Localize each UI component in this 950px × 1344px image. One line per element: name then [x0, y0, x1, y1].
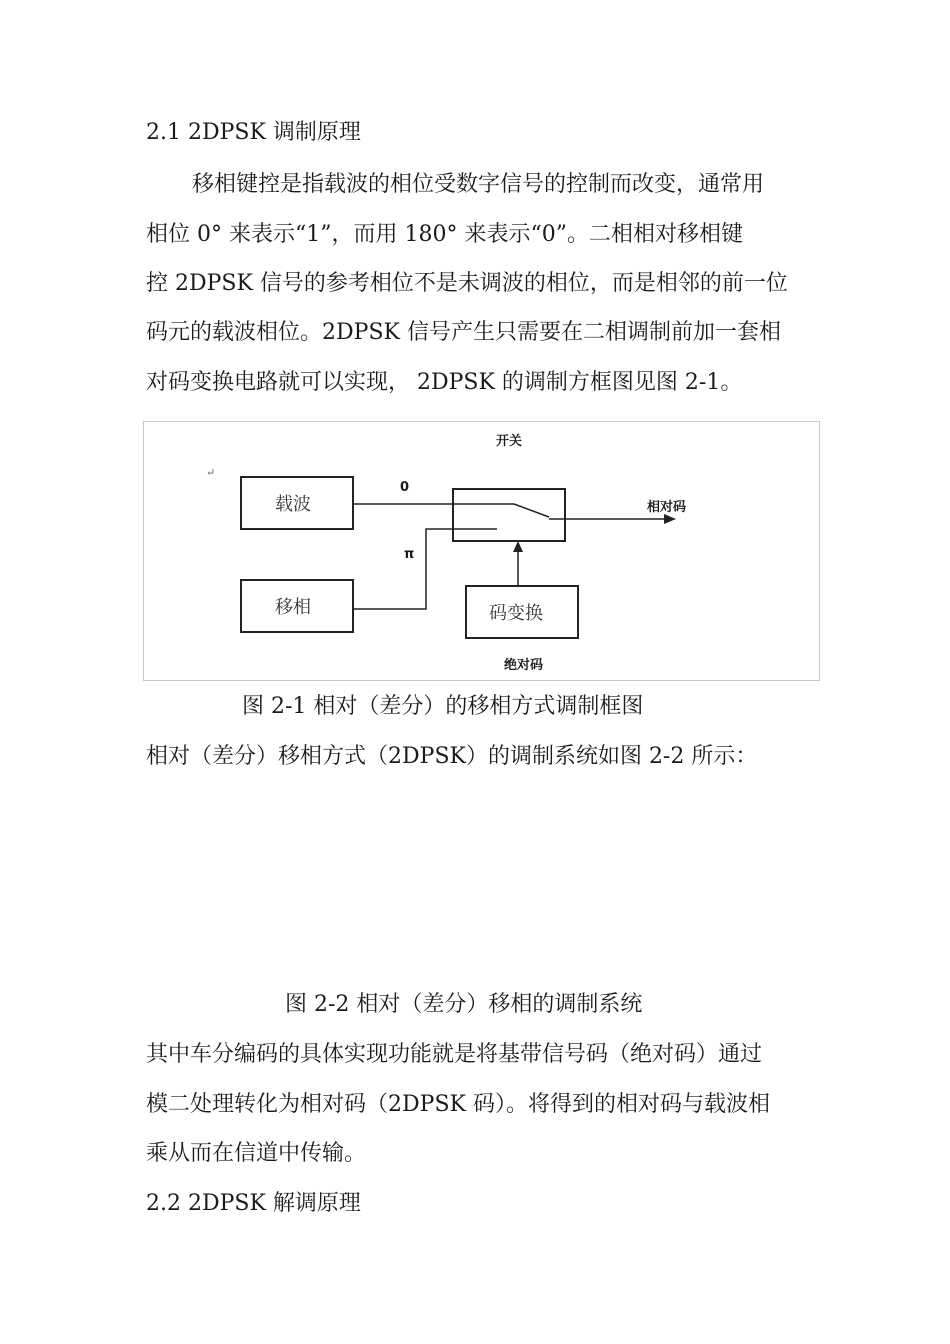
absolute-code-label: 绝对码: [504, 658, 544, 673]
code-convert-box-label: 码变换: [489, 603, 543, 624]
paragraph-line-2: 相位 0° 来表示“1”，而用 180° 来表示“0”。二相相对移相键: [146, 222, 743, 247]
figure-2-1-caption: 图 2-1 相对（差分）的移相方式调制框图: [242, 694, 644, 719]
phase-shift-box-label: 移相: [275, 597, 311, 618]
switch-box-frame: [453, 489, 565, 541]
paragraph-line-3: 控 2DPSK 信号的参考相位不是未调波的相位，而是相邻的前一位: [146, 271, 788, 296]
output-arrowhead: [664, 514, 676, 524]
diagram-lines: [144, 422, 821, 682]
switch-arm: [514, 504, 549, 517]
input-pi-label: π: [404, 547, 415, 562]
control-arrowhead: [513, 541, 523, 552]
explanation-line-1: 其中车分编码的具体实现功能就是将基带信号码（绝对码）通过: [146, 1042, 763, 1067]
switch-label: 开关: [496, 434, 523, 449]
paragraph-line-4: 码元的载波相位。2DPSK 信号产生只需要在二相调制前加一套相: [146, 320, 781, 345]
carrier-box-label: 载波: [275, 494, 311, 515]
return-mark: ↵: [206, 466, 216, 479]
modulation-block-diagram: [143, 421, 820, 681]
explanation-line-3: 乘从而在信道中传输。: [146, 1141, 367, 1166]
section-2-2-heading: 2.2 2DPSK 解调原理: [146, 1191, 361, 1216]
input-zero-label: 0: [400, 480, 410, 495]
paragraph-line-5: 对码变换电路就可以实现， 2DPSK 的调制方框图见图 2-1。: [146, 370, 743, 395]
explanation-line-2: 模二处理转化为相对码（2DPSK 码）。将得到的相对码与载波相: [146, 1092, 770, 1117]
intro-figure-2-2: 相对（差分）移相方式（2DPSK）的调制系统如图 2-2 所示：: [146, 744, 758, 769]
figure-2-2-caption: 图 2-2 相对（差分）移相的调制系统: [285, 992, 643, 1017]
output-label: 相对码: [647, 500, 687, 515]
paragraph-line-1: 移相键控是指载波的相位受数字信号的控制而改变，通常用: [192, 172, 765, 197]
section-2-1-heading: 2.1 2DPSK 调制原理: [146, 120, 361, 145]
